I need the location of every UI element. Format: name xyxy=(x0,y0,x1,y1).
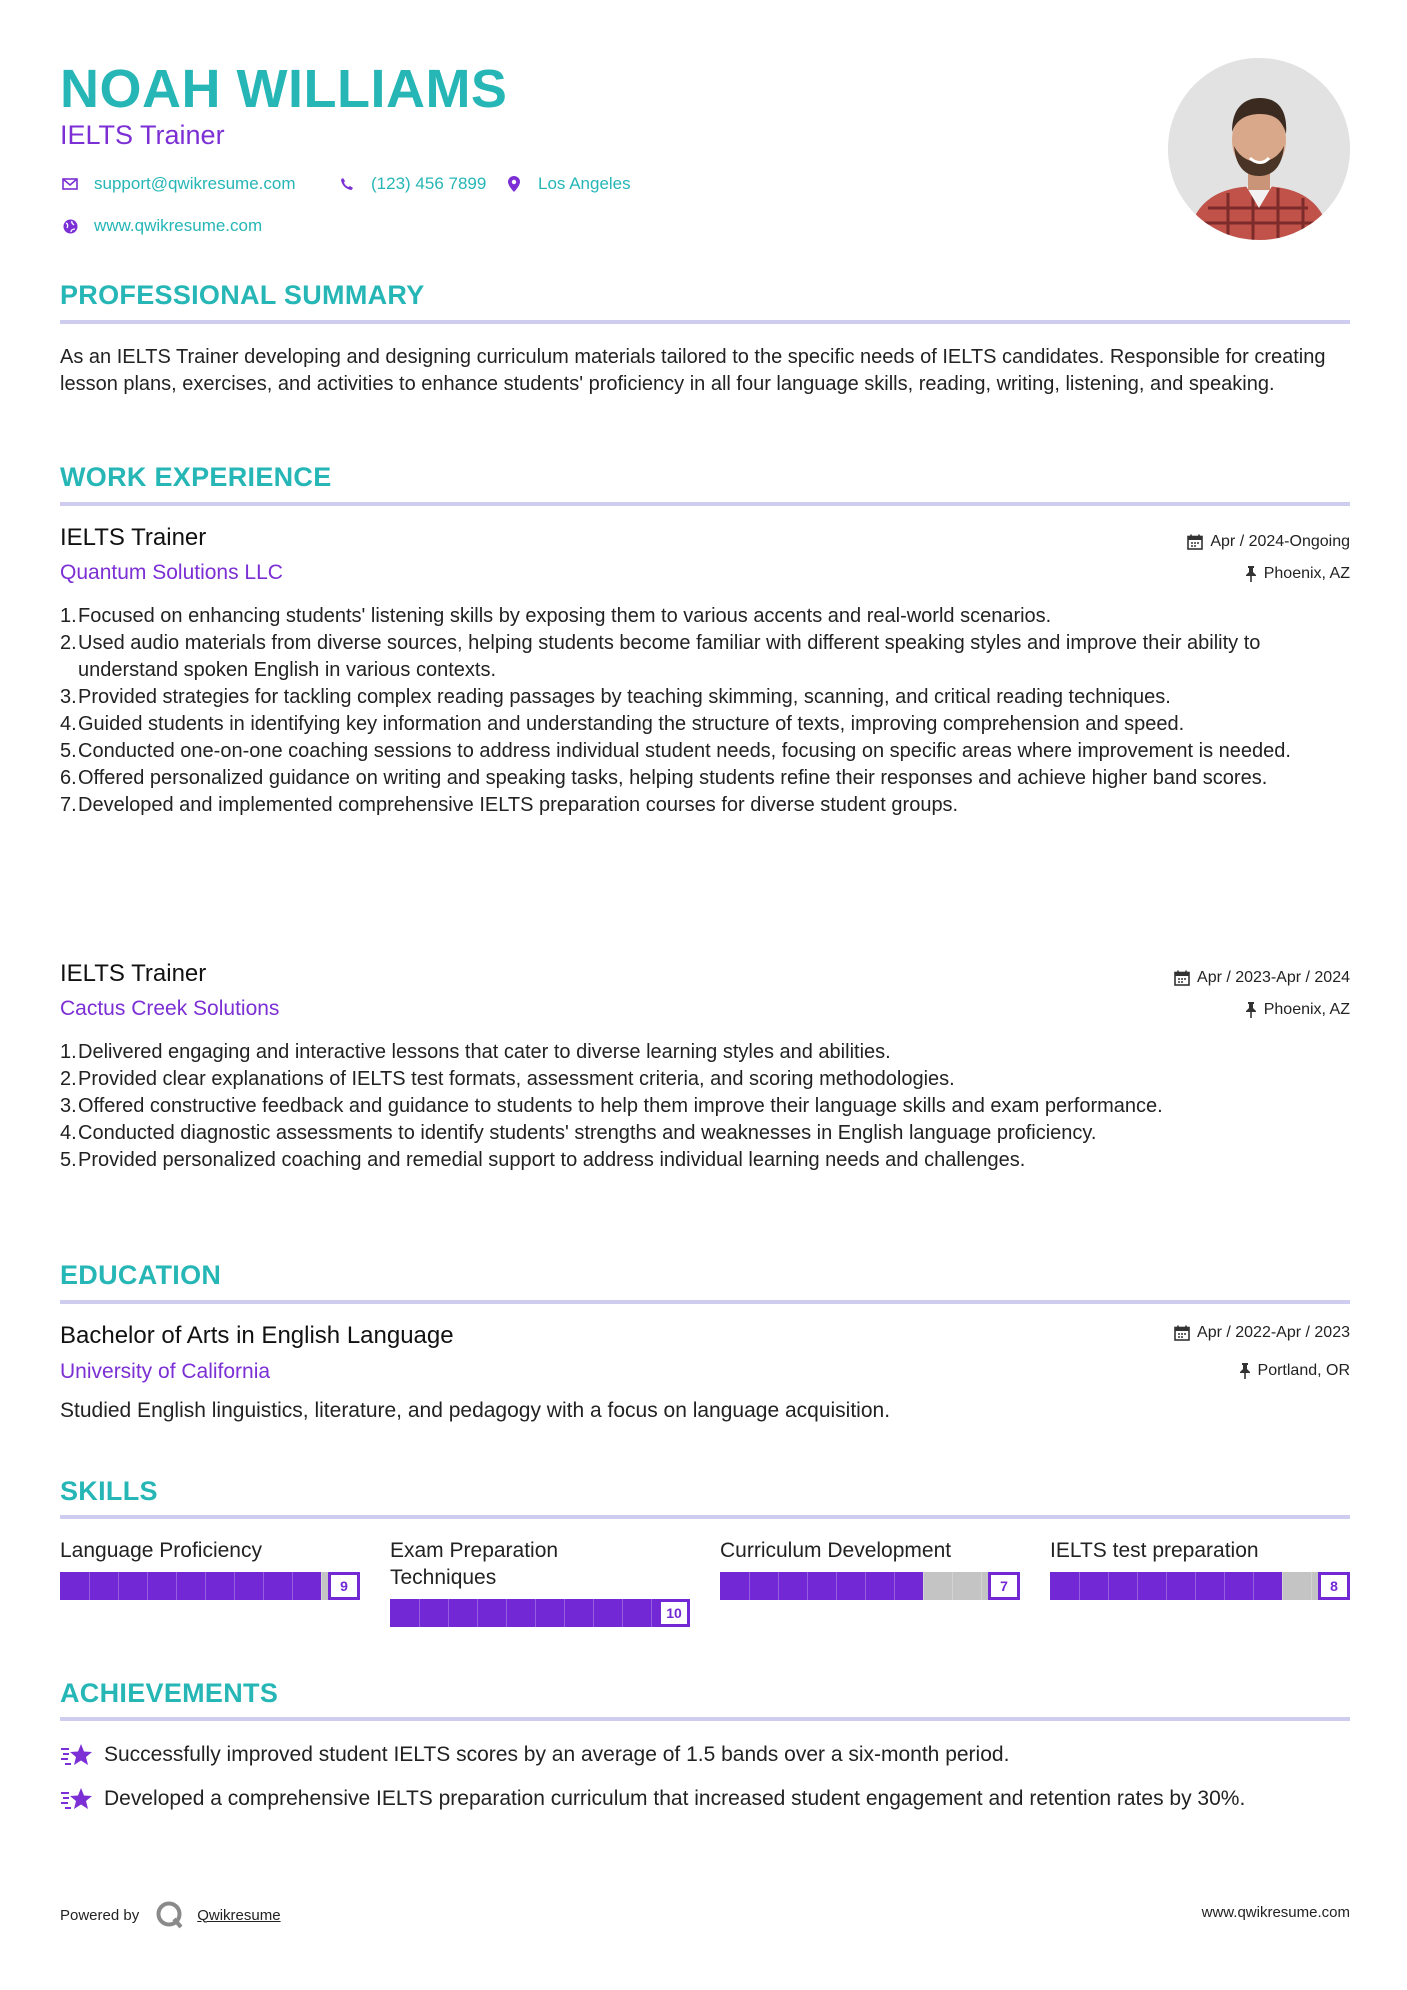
phone-icon xyxy=(337,174,357,194)
contact-email[interactable] xyxy=(60,174,296,194)
skill-bar-segment xyxy=(622,1599,623,1627)
skill-name: Language Proficiency xyxy=(60,1539,262,1562)
location-text: Los Angeles xyxy=(538,174,631,193)
skill-bar-segment xyxy=(1137,1572,1138,1600)
skill-bar xyxy=(720,1572,1020,1600)
education-dates xyxy=(1174,1324,1350,1342)
skill-bar xyxy=(390,1599,690,1627)
powered-by-label: Powered by xyxy=(60,1906,140,1924)
education-heading: EDUCATION xyxy=(60,1260,222,1290)
skill-bar-segment xyxy=(448,1599,449,1627)
skill-bar-segment xyxy=(176,1572,177,1600)
achievement-text: Developed a comprehensive IELTS preparation curriculum that increased student engagement and retention rates by 30%. xyxy=(104,1787,1246,1810)
qwikresume-link[interactable]: Qwikresume xyxy=(197,1906,281,1924)
job-dates xyxy=(1174,969,1350,987)
skill-bar-segment xyxy=(321,1572,322,1600)
list-item: 3. Provided strategies for tackling complex reading passages by teaching skimming, scanning, and critical reading techniques. xyxy=(60,686,1171,708)
job-location xyxy=(1245,565,1350,583)
map-pin-icon xyxy=(504,174,524,194)
candidate-title: IELTS Trainer xyxy=(60,120,225,150)
skill-bar-segment xyxy=(564,1599,565,1627)
website-text: www.qwikresume.com xyxy=(94,216,263,235)
skill-bar-segment xyxy=(1195,1572,1196,1600)
skill-bar-segment xyxy=(1224,1572,1225,1600)
skill-score: 9 xyxy=(328,1572,360,1600)
education-location xyxy=(1239,1362,1350,1380)
skill-bar-segment xyxy=(234,1572,235,1600)
achievements-heading: ACHIEVEMENTS xyxy=(60,1678,279,1708)
skill-bar-segment xyxy=(1079,1572,1080,1600)
skill-bar-segment xyxy=(952,1572,953,1600)
skill-score: 8 xyxy=(1318,1572,1350,1600)
skill-bar-segment xyxy=(1253,1572,1254,1600)
education-location-text: Portland, OR xyxy=(1257,1362,1350,1379)
pushpin-icon xyxy=(1239,1363,1251,1379)
achievements-divider xyxy=(60,1717,1350,1721)
calendar-icon xyxy=(1174,1325,1190,1341)
education-dates-text: Apr / 2022-Apr / 2023 xyxy=(1197,1324,1350,1341)
list-item: 6. Offered personalized guidance on writing and speaking tasks, helping students refine their responses and achieve higher band scores. xyxy=(60,767,1268,789)
summary-heading: PROFESSIONAL SUMMARY xyxy=(60,280,425,310)
skill-name: IELTS test preparation xyxy=(1050,1539,1259,1562)
job-dates-text: Apr / 2023-Apr / 2024 xyxy=(1197,969,1350,986)
phone-text: (123) 456 7899 xyxy=(371,174,487,193)
star-award-icon xyxy=(60,1741,104,1774)
skill-bar-segment xyxy=(263,1572,264,1600)
skill-bar-segment xyxy=(894,1572,895,1600)
skill-bar-segment xyxy=(292,1572,293,1600)
list-item: 5. Conducted one-on-one coaching sessions to address individual student needs, focusing on specific areas where improvement is needed. xyxy=(60,740,1291,762)
degree-title: Bachelor of Arts in English Language xyxy=(60,1322,454,1349)
skill-bar-segment xyxy=(506,1599,507,1627)
calendar-icon xyxy=(1187,534,1203,550)
skill-bar-segment xyxy=(535,1599,536,1627)
job-bullets xyxy=(60,603,1350,819)
achievement-text: Successfully improved student IELTS scores by an average of 1.5 bands over a six-month period. xyxy=(104,1743,1010,1766)
skill-bar-segment xyxy=(147,1572,148,1600)
education-divider xyxy=(60,1300,1350,1304)
qwikresume-logo-icon xyxy=(155,1900,185,1930)
skill-bar-segment xyxy=(807,1572,808,1600)
skill-bar-fill xyxy=(60,1572,321,1600)
list-item: 4. Guided students in identifying key information and understanding the structure of texts, improving comprehension and speed. xyxy=(60,713,1185,735)
experience-divider xyxy=(60,502,1350,506)
skill-name: Exam Preparation Techniques xyxy=(390,1539,559,1589)
skill-bar-segment xyxy=(593,1599,594,1627)
achievement-item xyxy=(60,1741,1350,1774)
skill-bar-segment xyxy=(651,1599,652,1627)
star-award-icon xyxy=(60,1785,104,1818)
summary-text: As an IELTS Trainer developing and designing curriculum materials tailored to the specific needs of IELTS candidates. Responsible for creating lesson plans, exercises, and activities to enhance students' proficiency in all four language skills, reading, writing, listening, and speaking. xyxy=(60,346,1326,395)
job-dates-text: Apr / 2024-Ongoing xyxy=(1210,533,1350,550)
skill-bar-segment xyxy=(836,1572,837,1600)
skill-bar-fill xyxy=(720,1572,923,1600)
skill-bar-segment xyxy=(865,1572,866,1600)
skill-item xyxy=(390,1537,690,1627)
list-item: 5. Provided personalized coaching and remedial support to address individual learning needs and challenges. xyxy=(60,1149,1026,1171)
skill-score: 10 xyxy=(658,1599,690,1627)
globe-icon xyxy=(60,216,80,236)
skill-bar-segment xyxy=(1282,1572,1283,1600)
skill-bar-segment xyxy=(1166,1572,1167,1600)
achievement-item xyxy=(60,1785,1350,1818)
skill-item xyxy=(60,1537,360,1600)
job-title: IELTS Trainer xyxy=(60,524,207,551)
skill-bar-segment xyxy=(1311,1572,1312,1600)
summary-divider xyxy=(60,320,1350,324)
list-item: 4. Conducted diagnostic assessments to identify students' strengths and weaknesses in English language proficiency. xyxy=(60,1122,1097,1144)
skill-bar-segment xyxy=(89,1572,90,1600)
pushpin-icon xyxy=(1245,566,1257,582)
job-company: Quantum Solutions LLC xyxy=(60,561,283,584)
skill-bar-segment xyxy=(1108,1572,1109,1600)
calendar-icon xyxy=(1174,970,1190,986)
experience-heading: WORK EXPERIENCE xyxy=(60,462,332,492)
skill-name: Curriculum Development xyxy=(720,1539,952,1562)
job-location xyxy=(1245,1001,1350,1019)
school-name: University of California xyxy=(60,1360,271,1383)
footer-powered-by xyxy=(60,1900,281,1930)
job-title: IELTS Trainer xyxy=(60,960,207,987)
list-item: 1. Focused on enhancing students' listening skills by exposing them to various accents and real-world scenarios. xyxy=(60,605,1052,627)
job-location-text: Phoenix, AZ xyxy=(1263,1001,1350,1018)
skill-bar-segment xyxy=(205,1572,206,1600)
skills-heading: SKILLS xyxy=(60,1476,158,1506)
job-dates xyxy=(1187,533,1350,551)
footer-website[interactable]: www.qwikresume.com xyxy=(1201,1904,1350,1921)
contact-location xyxy=(504,174,631,194)
list-item: 7. Developed and implemented comprehensive IELTS preparation courses for diverse student groups. xyxy=(60,794,959,816)
job-bullets xyxy=(60,1039,1350,1174)
skill-bar xyxy=(1050,1572,1350,1600)
contact-website[interactable] xyxy=(60,216,262,236)
contact-phone[interactable] xyxy=(337,174,486,194)
pushpin-icon xyxy=(1245,1002,1257,1018)
job-company: Cactus Creek Solutions xyxy=(60,997,280,1020)
skill-bar-segment xyxy=(118,1572,119,1600)
email-text: support@qwikresume.com xyxy=(94,174,296,193)
candidate-name: NOAH WILLIAMS xyxy=(60,59,508,119)
list-item: 3. Offered constructive feedback and guidance to students to help them improve their language skills and exam performance. xyxy=(60,1095,1163,1117)
skill-bar-segment xyxy=(419,1599,420,1627)
skill-bar-segment xyxy=(981,1572,982,1600)
list-item: 2. Used audio materials from diverse sources, helping students become familiar with different speaking styles and improve their ability to understand spoken English in various contexts. xyxy=(60,632,1261,681)
skills-divider xyxy=(60,1515,1350,1519)
list-item: 2. Provided clear explanations of IELTS test formats, assessment criteria, and scoring methodologies. xyxy=(60,1068,955,1090)
profile-photo xyxy=(1168,58,1350,240)
skill-bar xyxy=(60,1572,360,1600)
skill-bar-segment xyxy=(923,1572,924,1600)
skill-bar-segment xyxy=(477,1599,478,1627)
email-icon xyxy=(60,174,80,194)
skill-bar-segment xyxy=(778,1572,779,1600)
list-item: 1. Delivered engaging and interactive lessons that cater to diverse learning styles and abilities. xyxy=(60,1041,891,1063)
job-location-text: Phoenix, AZ xyxy=(1263,565,1350,582)
education-description: Studied English linguistics, literature, and pedagogy with a focus on language acquisition. xyxy=(60,1399,891,1422)
skill-score: 7 xyxy=(988,1572,1020,1600)
skill-item xyxy=(1050,1537,1350,1600)
skill-bar-segment xyxy=(749,1572,750,1600)
skill-item xyxy=(720,1537,1020,1600)
